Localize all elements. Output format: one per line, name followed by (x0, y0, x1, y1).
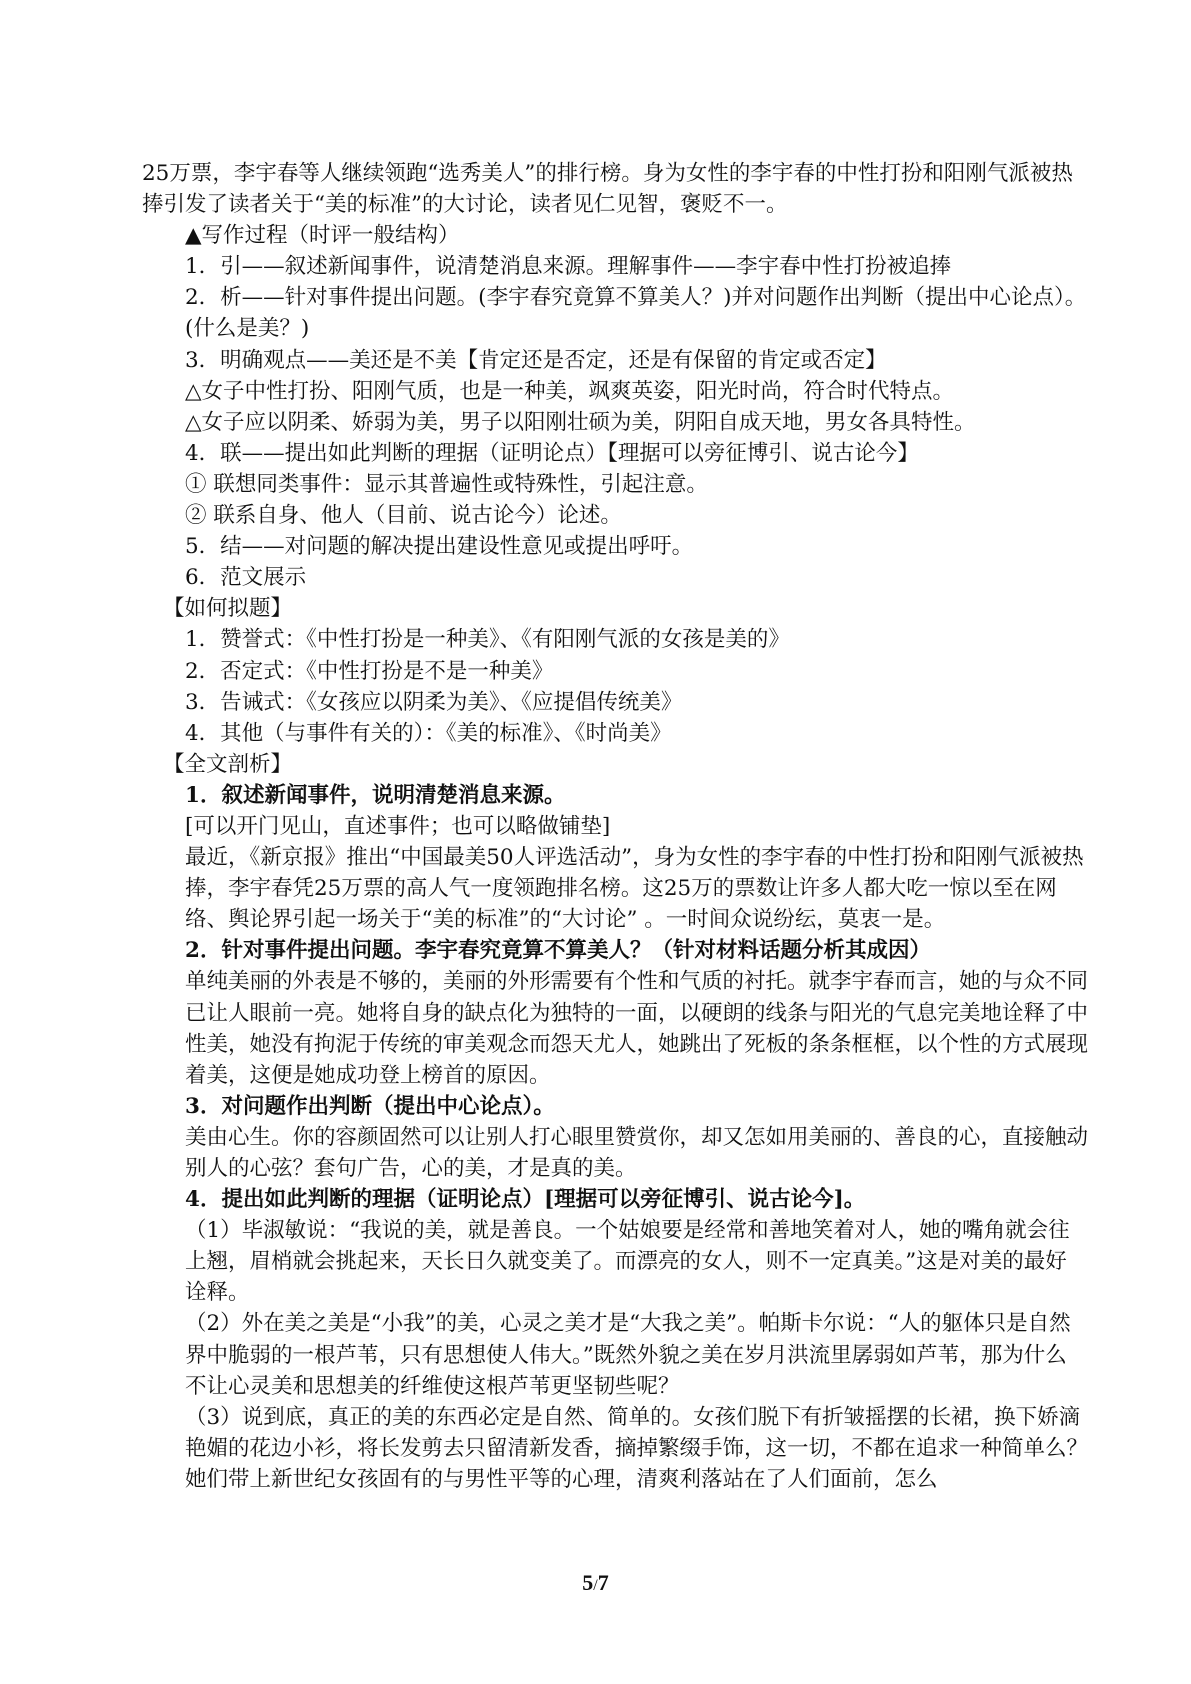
paragraph: 4．联——提出如此判断的理据（证明论点）【理据可以旁征博引、说古论今】 (185, 440, 919, 466)
paragraph: 2．否定式：《中性打扮是不是一种美》 (185, 658, 554, 684)
paragraph: 2．针对事件提出问题。李宇春究竟算不算美人？（针对材料话题分析其成因） (185, 938, 931, 964)
paragraph: 25万票，李宇春等人继续领跑“选秀美人”的排行榜。身为女性的李宇春的中性打扮和阳刚气派被热捧引发了读者关于“美的标准”的大讨论，读者见仁见智，褒贬不一。 (142, 161, 1073, 218)
page-current: 5 (582, 1570, 594, 1595)
paragraph: 1．赞誉式：《中性打扮是一种美》、《有阳刚气派的女孩是美的》 (185, 627, 790, 653)
paragraph: ② 联系自身、他人（目前、说古论今）论述。 (185, 503, 622, 529)
document-body (142, 158, 1088, 1495)
paragraph: 1．叙述新闻事件，说明清楚消息来源。 (185, 782, 566, 808)
paragraph: 5．结——对问题的解决提出建设性意见或提出呼吁。 (185, 534, 694, 560)
paragraph: 【如何拟题】 (163, 596, 293, 622)
paragraph: （2）外在美之美是“小我”的美，心灵之美才是“大我之美”。帕斯卡尔说：“人的躯体只是自然界中脆弱的一根芦苇，只有思想使人伟大。”既然外貌之美在岁月洪流里孱弱如芦苇，那为什么不让心灵美和思想美的纤维使这根芦苇更坚韧些呢？ (185, 1311, 1071, 1399)
paragraph: （3）说到底，真正的美的东西必定是自然、简单的。女孩们脱下有折皱摇摆的长裙，换下娇滴艳媚的花边小衫，将长发剪去只留清新发香，摘掉繁缀手饰，这一切，不都在追求一种简单么？她们带上新世纪女孩固有的与男性平等的心理，清爽利落站在了人们面前，怎么 (185, 1404, 1089, 1492)
page-separator: / (593, 1577, 598, 1594)
paragraph: （1）毕淑敏说：“我说的美，就是善良。一个姑娘要是经常和善地笑着对人，她的嘴角就会往上翘，眉梢就会挑起来，天长日久就变美了。而漂亮的女人，则不一定真美。”这是对美的最好诠释。 (185, 1218, 1070, 1306)
paragraph: △女子中性打扮、阳刚气质，也是一种美，飒爽英姿，阳光时尚，符合时代特点。 (185, 378, 955, 404)
paragraph: 美由心生。你的容颜固然可以让别人打心眼里赞赏你，却又怎如用美丽的、善良的心，直接触动别人的心弦？套句广告，心的美，才是真的美。 (185, 1124, 1089, 1181)
paragraph: 单纯美丽的外表是不够的，美丽的外形需要有个性和气质的衬托。就李宇春而言，她的与众不同已让人眼前一亮。她将自身的缺点化为独特的一面，以硬朗的线条与阳光的气息完美地诠释了中性美，她没有拘泥于传统的审美观念而怨天尤人，她跳出了死板的条条框框，以个性的方式展现着美，这便是她成功登上榜首的原因。 (185, 969, 1089, 1088)
paragraph: 3．对问题作出判断（提出中心论点）。 (185, 1093, 555, 1119)
paragraph: △女子应以阴柔、娇弱为美，男子以阳刚壮硕为美，阴阳自成天地，男女各具特性。 (185, 409, 976, 435)
paragraph: 1．引——叙述新闻事件，说清楚消息来源。理解事件——李宇春中性打扮被追捧 (185, 254, 952, 280)
paragraph: 6．范文展示 (185, 565, 307, 591)
paragraph: 4．提出如此判断的理据（证明论点）[理据可以旁征博引、说古论今]。 (185, 1187, 866, 1213)
paragraph: 4．其他（与事件有关的）：《美的标准》、《时尚美》 (185, 720, 672, 746)
paragraph: ▲写作过程（时评一般结构） (185, 223, 460, 249)
paragraph: ① 联想同类事件：显示其普遍性或特殊性，引起注意。 (185, 471, 708, 497)
paragraph: [可以开门见山，直述事件；也可以略做铺垫] (185, 813, 611, 839)
paragraph: 最近，《新京报》推出“中国最美50人评选活动”，身为女性的李宇春的中性打扮和阳刚气派被热捧，李宇春凭25万票的高人气一度领跑排名榜。这25万的票数让许多人都大吃一惊以至在网络、舆论界引起一场关于“美的标准”的“大讨论” 。一时间众说纷纭，莫衷一是。 (185, 845, 1084, 933)
paragraph: 3．明确观点——美还是不美【肯定还是否定，还是有保留的肯定或否定】 (185, 347, 887, 373)
page-total: 7 (597, 1570, 609, 1595)
paragraph: 3．告诫式：《女孩应以阴柔为美》、《应提倡传统美》 (185, 689, 683, 715)
paragraph: 【全文剖析】 (163, 751, 293, 777)
paragraph: 2．析——针对事件提出问题。(李宇春究竟算不算美人？)并对问题作出判断（提出中心论点）。(什么是美？) (185, 285, 1087, 342)
page-number (0, 1570, 1191, 1596)
